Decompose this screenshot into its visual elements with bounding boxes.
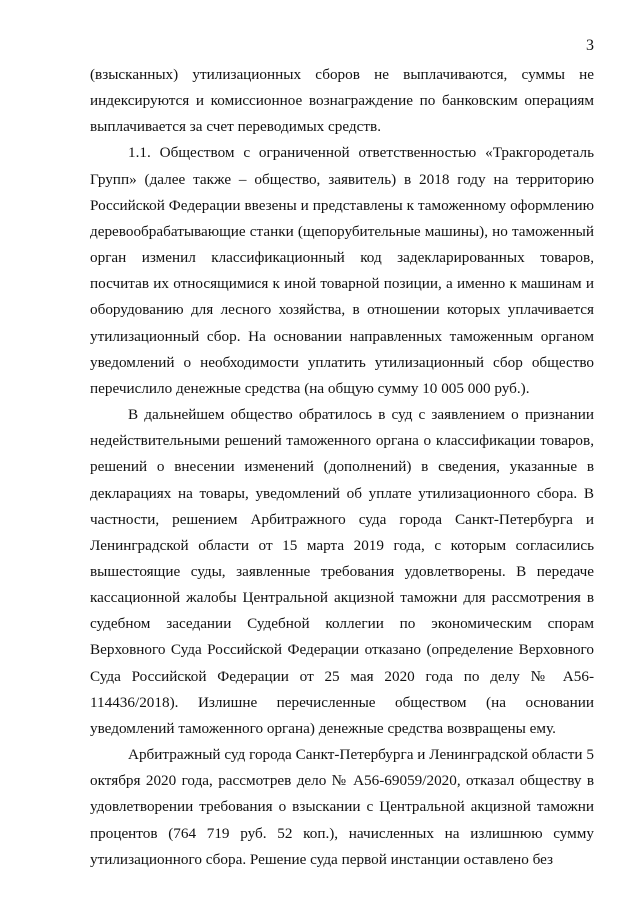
paragraph-case-facts: 1.1. Обществом с ограниченной ответственностью «Тракгородеталь Групп» (далее также – общество, заявитель) в 2018 году на территорию Российской Федерации ввезены и представлены к таможенному оформлению деревообрабатывающие станки (щепорубительные машины), но таможенный орган изменил классификационный код задекларированных товаров, посчитав их относящимися к иной товарной позиции, а именно к машинам и оборудованию для лесного хозяйства, в отношении которых уплачивается утилизационный сбор. На основании направленных таможенным органом уведомлений о необходимости уплатить утилизационный сбор общество перечислило денежные средства (на общую сумму 10 005 000 руб.).	[90, 144, 594, 397]
paragraph-interest-claim: Арбитражный суд города Санкт-Петербурга и Ленинградской области 5 октября 2020 года, рассмотрев дело № А56-69059/2020, отказал обществу в удовлетворении требования о взыскании с Центральной акцизной таможни процентов (764 719 руб. 52 коп.), начисленных на излишнюю сумму утилизационного сбора. Решение суда первой инстанции оставлено без	[90, 746, 594, 868]
page-number: 3	[586, 37, 594, 54]
document-body	[90, 62, 594, 873]
paragraph-continuation: (взысканных) утилизационных сборов не выплачиваются, суммы не индексируются и комиссионное вознаграждение по банковским операциям выплачивается за счет переводимых средств.	[90, 66, 594, 136]
paragraph-court-proceedings: В дальнейшем общество обратилось в суд с заявлением о признании недействительными решений таможенного органа о классификации товаров, решений о внесении изменений (дополнений) в сведения, указанные в декларациях на товары, уведомлений об уплате утилизационного сбора. В частности, решением Арбитражного суда города Санкт-Петербурга и Ленинградской области от 15 марта 2019 года, с которым согласились вышестоящие суды, заявленные требования удовлетворены. В передаче кассационной жалобы Центральной акцизной таможни для рассмотрения в судебном заседании Судебной коллегии по экономическим спорам Верховного Суда Российской Федерации отказано (определение Верховного Суда Российской Федерации от 25 мая 2020 года по делу № А56-114436/2018). Излишне перечисленные обществом (на основании уведомлений таможенного органа) денежные средства возвращены ему.	[90, 406, 594, 737]
